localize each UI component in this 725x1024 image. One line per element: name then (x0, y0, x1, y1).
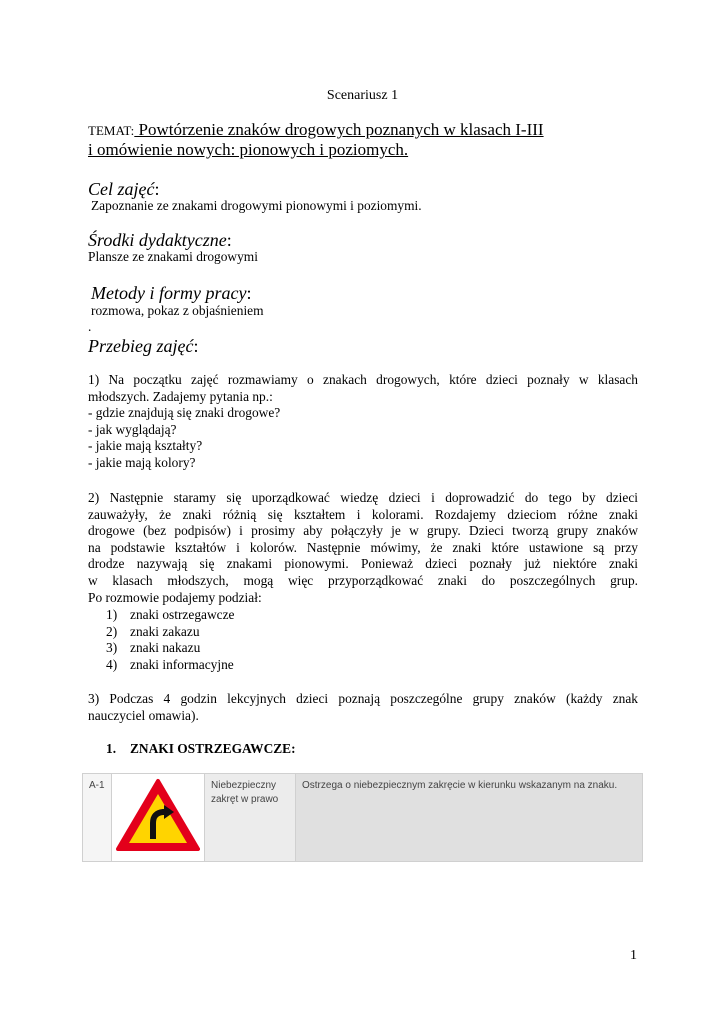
warning-sign-right-curve-icon (116, 777, 200, 853)
goal-heading-text: Cel zajęć (88, 179, 155, 199)
page-number: 1 (630, 948, 637, 963)
paragraph-line: na podstawie kształtów i kolorów. Następnie mówimy, że znaki które ustawione są przy (88, 539, 638, 555)
course-heading (88, 336, 198, 357)
section-heading (106, 741, 296, 757)
sign-name-line: zakręt w prawo (211, 794, 279, 805)
topic-line (88, 121, 544, 140)
paragraph-line: drodze nazywają się znakami pionowymi. Ponieważ dzieci poznały już niektóre znaki (88, 556, 638, 572)
paragraph-2 (88, 490, 638, 606)
sign-name (205, 774, 296, 862)
category-item (106, 624, 234, 641)
sign-table (82, 773, 643, 862)
sign-description: Ostrzega o niebezpiecznym zakręcie w kierunku wskazanym na znaku. (296, 774, 643, 862)
methods-text: rozmowa, pokaz z objaśnieniem (91, 303, 264, 318)
topic-text-line2: i omówienie nowych: pionowych i poziomych. (88, 140, 409, 159)
category-label: znaki zakazu (130, 623, 200, 639)
paragraph-line: 2) Następnie staramy się uporządkować wiedzę dzieci i doprowadzić do tego by dzieci (88, 490, 638, 505)
goal-heading-colon: : (154, 179, 160, 199)
section-number: 1. (106, 741, 117, 756)
goal-text: Zapoznanie ze znakami drogowymi pionowymi i poziomymi. (91, 198, 422, 213)
question-list (88, 405, 280, 471)
resources-heading-text: Środki dydaktyczne (88, 230, 227, 250)
document-title: Scenariusz 1 (326, 88, 399, 103)
resources-heading-colon: : (226, 230, 232, 250)
question-item: - jak wyglądają? (88, 421, 177, 437)
resources-text: Plansze ze znakami drogowymi (88, 249, 258, 264)
category-item (106, 640, 234, 657)
resources-heading (88, 230, 232, 251)
category-number: 3) (106, 640, 118, 656)
section-title: ZNAKI OSTRZEGAWCZE: (130, 741, 296, 756)
methods-heading-colon: : (246, 283, 252, 303)
category-number: 1) (106, 607, 118, 622)
sign-category-list (106, 607, 234, 673)
paragraph-line: 1) Na początku zajęć rozmawiamy o znakach drogowych, które dzieci poznały w klasach (88, 372, 638, 387)
paragraph-line: młodszych. Zadajemy pytania np.: (88, 388, 273, 404)
paragraph-line: 3) Podczas 4 godzin lekcyjnych dzieci poznają poszczególne grupy znaków (każdy znak (88, 691, 638, 706)
paragraph-line: Po rozmowie podajemy podział: (88, 589, 262, 605)
table-row (83, 774, 643, 862)
category-number: 2) (106, 623, 118, 639)
paragraph-line: drogowe (bez podpisów) i prosimy aby połączyły je w grupy. Dzieci tworzą grupy znaków (88, 523, 638, 539)
course-heading-text: Przebieg zajęć (88, 336, 194, 356)
topic-label: TEMAT: (88, 123, 135, 138)
category-item (106, 657, 234, 674)
methods-dot: . (88, 319, 92, 334)
paragraph-1 (88, 372, 638, 405)
paragraph-line: zauważyły, że znaki różnią się kształtem i kolorami. Rozdajemy dzieciom różne znaki (88, 506, 638, 522)
methods-heading-text: Metody i formy pracy (91, 283, 247, 303)
question-item: - jakie mają kształty? (88, 438, 203, 454)
course-heading-colon: : (193, 336, 199, 356)
sign-image-cell (112, 774, 205, 862)
category-label: znaki ostrzegawcze (130, 607, 235, 622)
methods-heading (91, 283, 251, 304)
paragraph-3 (88, 691, 638, 724)
topic-text-line1: Powtórzenie znaków drogowych poznanych w klasach I-III (134, 120, 544, 139)
goal-heading (88, 179, 160, 200)
category-item (106, 607, 234, 624)
category-number: 4) (106, 656, 118, 672)
paragraph-line: nauczyciel omawia). (88, 707, 199, 723)
sign-code: A-1 (83, 774, 112, 862)
sign-name-line: Niebezpieczny (211, 780, 277, 791)
category-label: znaki nakazu (130, 640, 201, 656)
question-item: - gdzie znajdują się znaki drogowe? (88, 405, 281, 420)
question-item: - jakie mają kolory? (88, 454, 196, 470)
category-label: znaki informacyjne (130, 656, 234, 672)
paragraph-line: w klasach młodszych, mogą więc przyporządkować znaki do poszczególnych grup. (88, 572, 638, 588)
